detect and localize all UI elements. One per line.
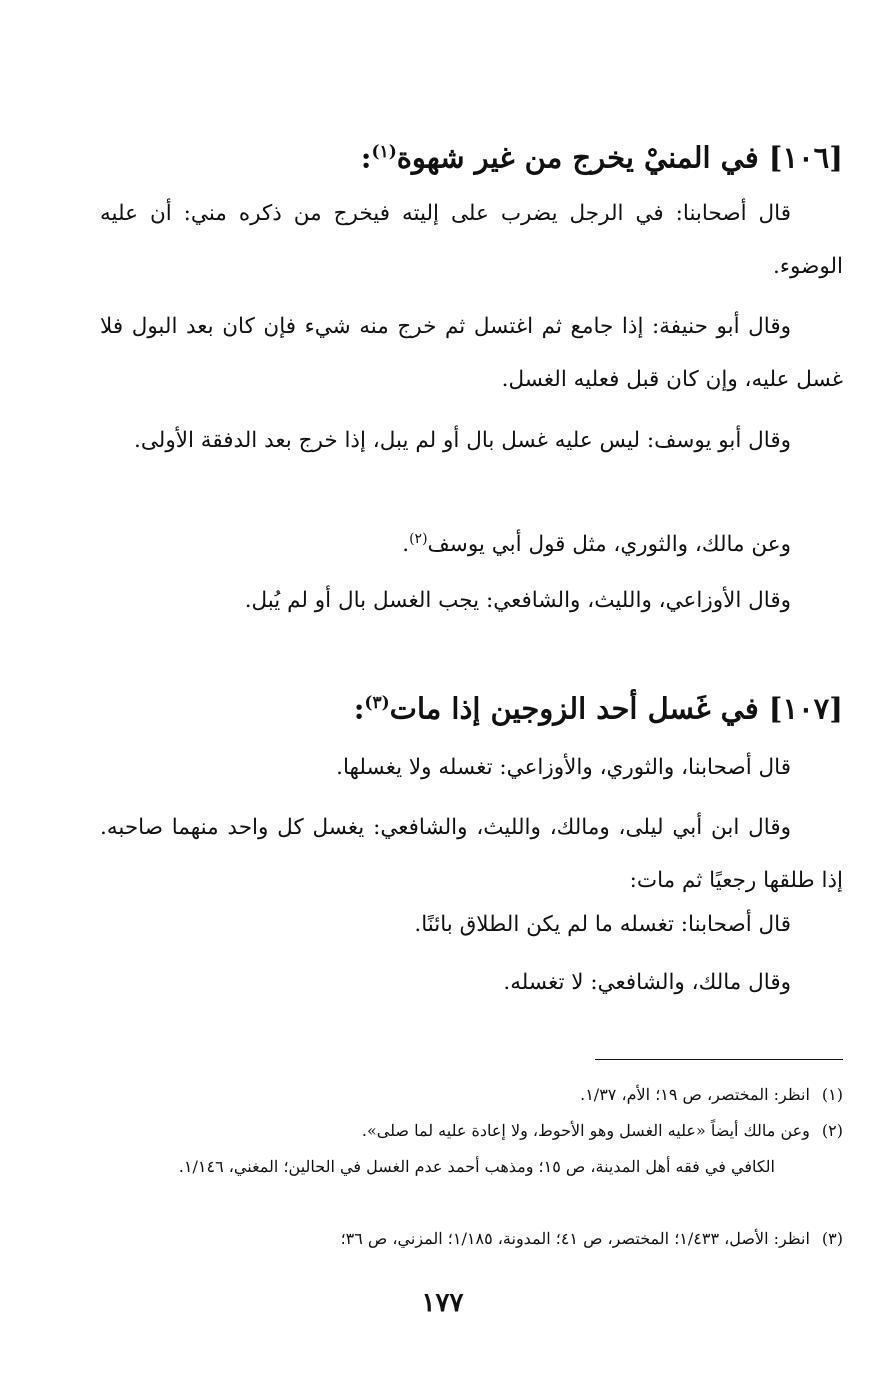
footnote-number: (٣) xyxy=(821,1229,843,1248)
paragraph: وقال أبو يوسف: ليس عليه غسل بال أو لم يبل، إذا خرج بعد الدفقة الأولى. xyxy=(134,428,791,453)
heading-colon: : xyxy=(360,140,372,175)
page-number: ١٧٧ xyxy=(421,1288,464,1318)
section-heading-107 xyxy=(60,683,843,729)
paragraph-text: وعن مالك، والثوري، مثل قول أبي يوسف xyxy=(427,532,791,557)
paragraph: وقال أبو حنيفة: إذا جامع ثم اغتسل ثم خرج منه شيء فإن كان بعد البول فلا غسل عليه، وإن كان قبل فعليه الغسل. xyxy=(100,314,843,392)
paragraph: قال أصحابنا: في الرجل يضرب على إليته فيخرج من ذكره مني: أن عليه الوضوء. xyxy=(100,201,843,279)
paragraph: وقال ابن أبي ليلى، ومالك، والليث، والشافعي: يغسل كل واحد منهما صاحبه. إذا طلقها رجعيًا ثم مات: xyxy=(100,815,843,893)
footnote-number: (٢) xyxy=(821,1121,843,1140)
footnote-text: انظر: الأصل، ١/٤٣٣؛ المختصر، ص ٤١؛ المدونة، ١/١٨٥؛ المزني، ص ٣٦؛ xyxy=(340,1229,810,1248)
footnote-continuation: الكافي في فقه أهل المدينة، ص ١٥؛ ومذهب أحمد عدم الغسل في الحالين؛ المغني، ١/١٤٦. xyxy=(178,1157,775,1176)
paragraph: قال أصحابنا، والثوري، والأوزاعي: تغسله ولا يغسلها. xyxy=(336,755,791,780)
footnote-ref: (٢) xyxy=(409,530,428,547)
footnote-number: (١) xyxy=(821,1085,843,1104)
footnote-text: وعن مالك أيضاً «عليه الغسل وهو الأحوط، ولا إعادة عليه لما صلى». xyxy=(361,1121,810,1140)
heading-colon: : xyxy=(353,691,365,726)
footnote-ref: (١) xyxy=(371,142,397,162)
heading-text: [١٠٧] في غَسل أحد الزوجين إذا مات xyxy=(389,691,843,726)
footnote-text: انظر: المختصر، ص ١٩؛ الأم، ١/٣٧. xyxy=(580,1085,810,1104)
paragraph-end: . xyxy=(402,532,410,557)
section-heading-106 xyxy=(60,132,843,178)
paragraph: قال أصحابنا: تغسله ما لم يكن الطلاق بائنًا. xyxy=(414,912,791,937)
footnote-divider xyxy=(595,1059,843,1060)
footnote xyxy=(100,1078,843,1112)
footnote xyxy=(100,1114,843,1148)
paragraph xyxy=(100,518,843,571)
heading-text: [١٠٦] في المنيْ يخرج من غير شهوة xyxy=(396,140,843,175)
footnote xyxy=(100,1222,843,1256)
paragraph: وقال مالك، والشافعي: لا تغسله. xyxy=(503,970,791,995)
paragraph: وقال الأوزاعي، والليث، والشافعي: يجب الغسل بال أو لم يُبل. xyxy=(244,588,791,613)
footnote-ref: (٣) xyxy=(364,693,390,713)
